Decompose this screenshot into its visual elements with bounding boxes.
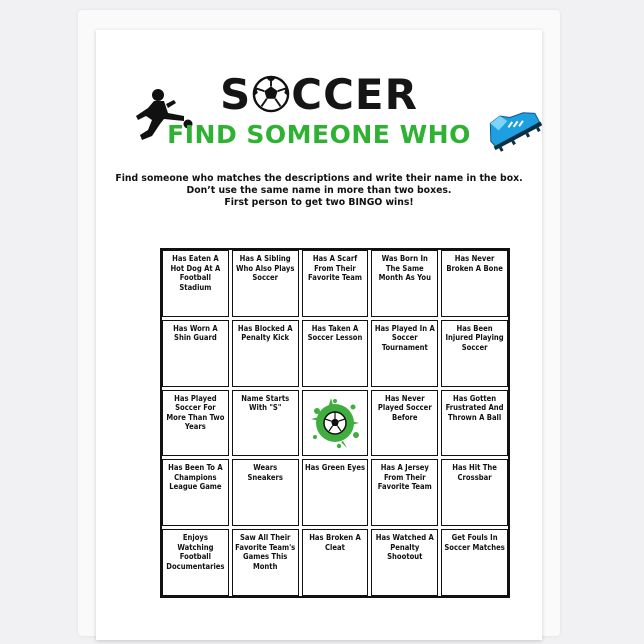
bingo-cell[interactable]: Has A Sibling Who Also Plays Soccer <box>232 250 299 317</box>
bingo-cell[interactable]: Get Fouls In Soccer Matches <box>441 529 508 596</box>
bingo-cell[interactable]: Has Gotten Frustrated And Thrown A Ball <box>441 390 508 457</box>
bingo-grid <box>160 248 510 598</box>
bingo-cell[interactable]: Has Blocked A Penalty Kick <box>232 320 299 387</box>
bingo-cell[interactable]: Has Never Broken A Bone <box>441 250 508 317</box>
bingo-cell[interactable]: Has A Scarf From Their Favorite Team <box>302 250 369 317</box>
bingo-cell[interactable]: Has Taken A Soccer Lesson <box>302 320 369 387</box>
bingo-cell[interactable]: Saw All Their Favorite Team's Games This Month <box>232 529 299 596</box>
bingo-cell[interactable]: Has Been Injured Playing Soccer <box>441 320 508 387</box>
bingo-cell[interactable]: Was Born In The Same Month As You <box>371 250 438 317</box>
bingo-cell[interactable]: Has Watched A Penalty Shootout <box>371 529 438 596</box>
bingo-cell[interactable]: Has Green Eyes <box>302 459 369 526</box>
title-left: S <box>220 69 252 119</box>
soccer-cleat-icon <box>480 90 542 162</box>
bingo-card <box>96 30 542 640</box>
page-title <box>96 68 542 120</box>
bingo-cell[interactable]: Has Worn A Shin Guard <box>162 320 229 387</box>
bingo-cell[interactable]: Name Starts With "S" <box>232 390 299 457</box>
free-space-cell[interactable] <box>302 390 369 457</box>
bingo-cell[interactable]: Has A Jersey From Their Favorite Team <box>371 459 438 526</box>
bingo-cell[interactable]: Has Broken A Cleat <box>302 529 369 596</box>
bingo-cell[interactable]: Has Played In A Soccer Tournament <box>371 320 438 387</box>
bingo-cell[interactable]: Has Hit The Crossbar <box>441 459 508 526</box>
bingo-cell[interactable]: Has Never Played Soccer Before <box>371 390 438 457</box>
soccer-ball-splash-icon <box>309 397 361 449</box>
bingo-cell[interactable]: Has Eaten A Hot Dog At A Football Stadium <box>162 250 229 317</box>
bingo-cell[interactable]: Enjoys Watching Football Documentaries <box>162 529 229 596</box>
bingo-cell[interactable]: Wears Sneakers <box>232 459 299 526</box>
soccer-ball-icon <box>252 75 290 113</box>
bingo-cell[interactable]: Has Been To A Champions League Game <box>162 459 229 526</box>
instruction-line: Find someone who matches the descriptions and write their name in the box. <box>115 173 523 184</box>
bingo-cell[interactable]: Has Played Soccer For More Than Two Years <box>162 390 229 457</box>
instruction-line: First person to get two BINGO wins! <box>224 197 414 208</box>
instruction-line: Don’t use the same name in more than two boxes. <box>186 185 452 196</box>
title-right: CCER <box>291 69 418 119</box>
subtitle: FIND SOMEONE WHO <box>167 120 471 149</box>
instructions <box>96 173 542 209</box>
